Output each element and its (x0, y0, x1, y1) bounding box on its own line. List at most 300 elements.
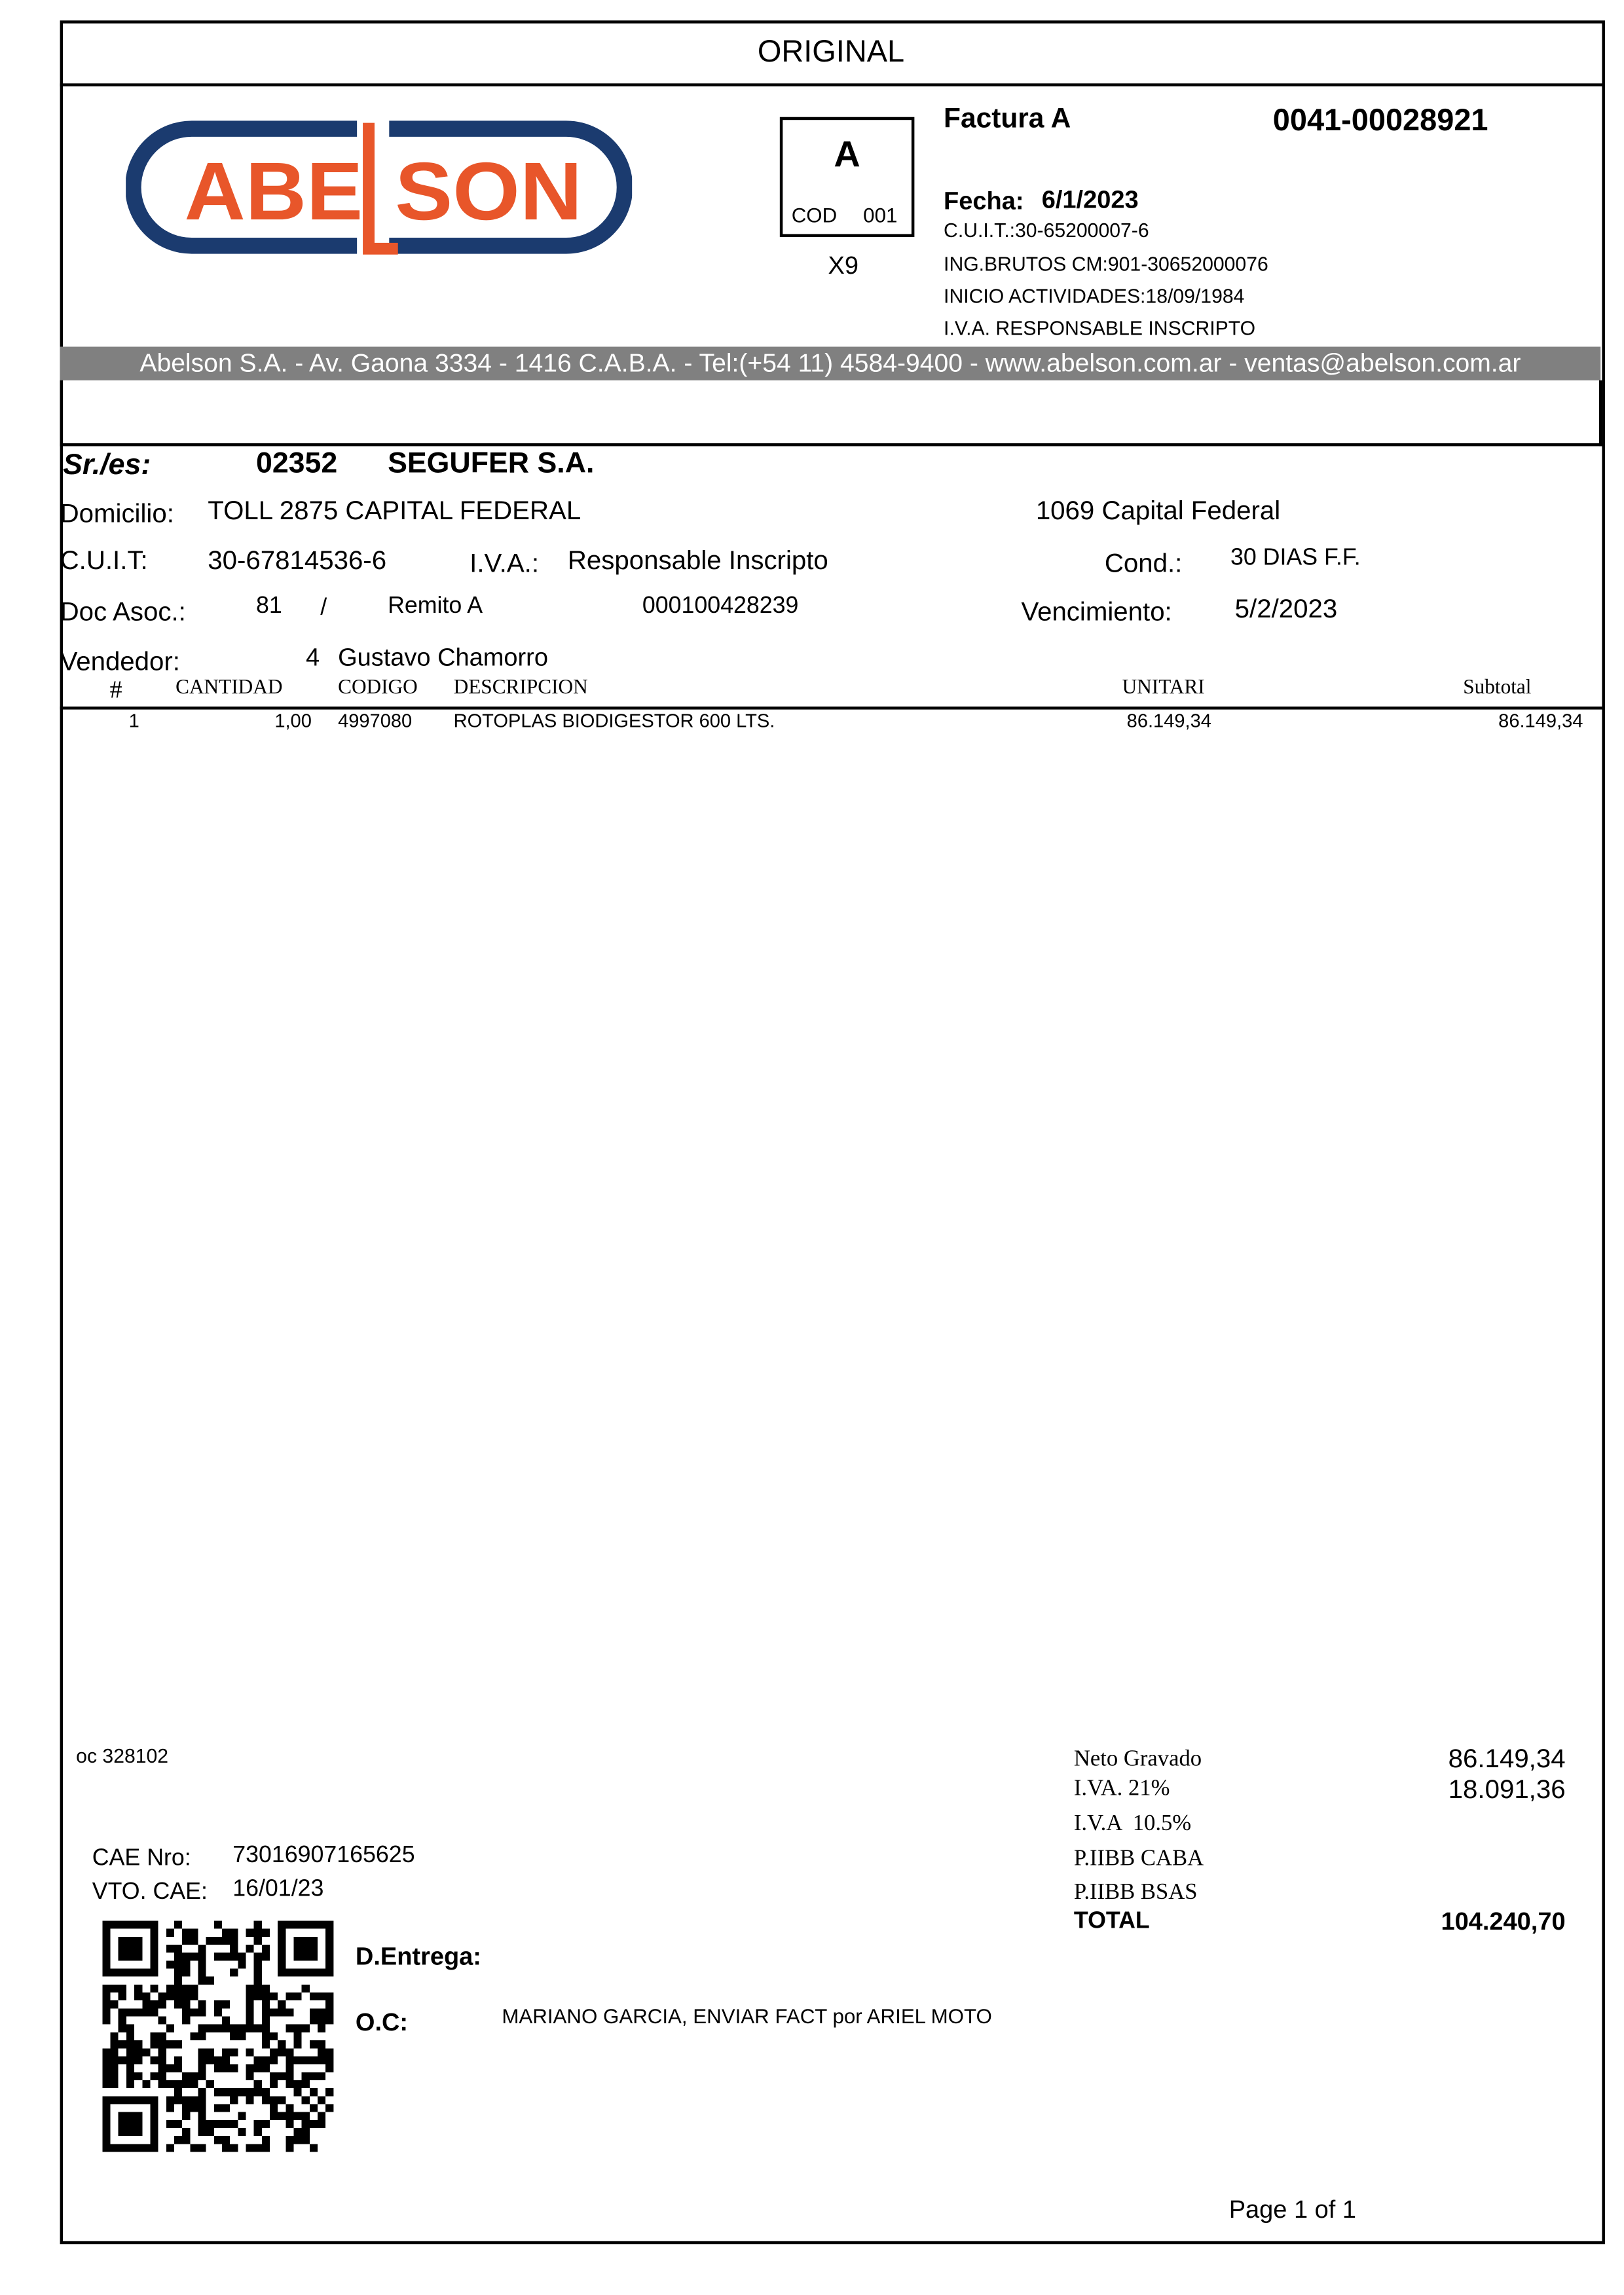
company-iva: I.V.A. RESPONSABLE INSCRIPTO (944, 317, 1256, 340)
qr-module (246, 1992, 253, 2000)
customer-name: SEGUFER S.A. (388, 447, 595, 480)
qr-module (302, 1985, 310, 1992)
qr-module (150, 2144, 158, 2152)
qr-module (310, 2040, 318, 2048)
qr-module (302, 1953, 310, 1960)
qr-module (190, 1992, 198, 2000)
qr-module (150, 2000, 158, 2008)
qr-module (102, 2048, 110, 2056)
qr-module (222, 2136, 230, 2144)
qr-module (294, 1945, 302, 1953)
qr-module (198, 1953, 206, 1960)
qr-module (174, 1969, 182, 1977)
qr-module (294, 2136, 302, 2144)
qr-module (119, 2025, 126, 2032)
qr-module (126, 1937, 134, 1945)
page-number: Page 1 of 1 (1228, 2195, 1357, 2224)
qr-module (134, 1937, 142, 1945)
neto-label: Neto Gravado (1073, 1746, 1202, 1772)
iibb-bsas-label: P.IIBB BSAS (1073, 1879, 1198, 1905)
qr-module (214, 2136, 222, 2144)
qr-module (230, 2025, 238, 2032)
qr-module (302, 2096, 310, 2104)
qr-module (230, 2032, 238, 2040)
domicilio-label: Domicilio: (60, 498, 174, 528)
qr-module (246, 2088, 253, 2096)
qr-module (325, 1929, 333, 1937)
oc-label: O.C: (355, 2008, 409, 2037)
qr-module (325, 1969, 333, 1977)
qr-module (102, 2017, 110, 2025)
qr-module (102, 2112, 110, 2120)
qr-module (150, 1937, 158, 1945)
qr-module (111, 2040, 119, 2048)
qr-module (238, 2025, 246, 2032)
qr-module (190, 2104, 198, 2112)
qr-module (182, 2072, 190, 2080)
col-header-codigo: CODIGO (338, 677, 418, 699)
qr-module (134, 2096, 142, 2104)
qr-module (111, 2072, 119, 2080)
qr-module (238, 2032, 246, 2040)
qr-module (102, 1969, 110, 1977)
total-value: 104.240,70 (1441, 1907, 1566, 1936)
qr-module (111, 2080, 119, 2088)
qr-module (119, 1969, 126, 1977)
qr-module (302, 1945, 310, 1953)
qr-module (102, 2065, 110, 2072)
qr-module (134, 2120, 142, 2128)
qr-module (182, 2080, 190, 2088)
qr-module (270, 1992, 278, 2000)
qr-module (102, 2144, 110, 2152)
qr-module (262, 2017, 270, 2025)
qr-module (270, 2008, 278, 2016)
qr-module (158, 1992, 166, 2000)
qr-module (119, 2096, 126, 2104)
qr-module (190, 2096, 198, 2104)
qr-module (102, 1960, 110, 1968)
qr-module (325, 2000, 333, 2008)
row-unitario: 86.149,34 (1126, 709, 1211, 732)
qr-module (318, 2120, 325, 2128)
qr-module (102, 1929, 110, 1937)
qr-module (278, 1945, 286, 1953)
qr-module (238, 2088, 246, 2096)
qr-module (278, 1921, 286, 1929)
qr-module (119, 1945, 126, 1953)
qr-module (134, 2040, 142, 2048)
qr-module (302, 1937, 310, 1945)
qr-module (166, 1929, 174, 1937)
qr-module (134, 1969, 142, 1977)
qr-module (150, 2096, 158, 2104)
oc-text: MARIANO GARCIA, ENVIAR FACT por ARIEL MOTO (502, 2004, 992, 2028)
qr-module (294, 1969, 302, 1977)
qr-module (134, 1945, 142, 1953)
qr-module (294, 2112, 302, 2120)
qr-module (270, 2048, 278, 2056)
qr-module (198, 2088, 206, 2096)
qr-module (278, 2048, 286, 2056)
vendedor-name: Gustavo Chamorro (338, 644, 548, 672)
qr-module (294, 2032, 302, 2040)
qr-module (111, 2056, 119, 2064)
qr-module (166, 1985, 174, 1992)
qr-module (111, 2048, 119, 2056)
qr-module (142, 1921, 150, 1929)
qr-module (190, 1985, 198, 1992)
qr-module (142, 1969, 150, 1977)
qr-module (119, 1985, 126, 1992)
qr-module (294, 2128, 302, 2136)
qr-module (325, 1945, 333, 1953)
qr-module (302, 2128, 310, 2136)
qr-module (174, 2096, 182, 2104)
qr-module (198, 2056, 206, 2064)
qr-module (119, 2128, 126, 2136)
qr-module (198, 1960, 206, 1968)
qr-module (262, 1953, 270, 1960)
iva105-label: I.V.A 10.5% (1073, 1810, 1192, 1836)
qr-module (230, 2088, 238, 2096)
qr-module (254, 1960, 262, 1968)
qr-module (246, 2017, 253, 2025)
qr-module (278, 2072, 286, 2080)
qr-module (262, 2065, 270, 2072)
qr-module (142, 2000, 150, 2008)
qr-module (222, 2104, 230, 2112)
qr-module (246, 2048, 253, 2056)
qr-module (318, 1969, 325, 1977)
qr-module (318, 2040, 325, 2048)
qr-module (111, 1921, 119, 1929)
qr-module (270, 2056, 278, 2064)
qr-module (190, 1929, 198, 1937)
qr-module (158, 2000, 166, 2008)
qr-module (111, 1985, 119, 1992)
row-cantidad: 1,00 (274, 709, 312, 732)
qr-module (294, 1953, 302, 1960)
qr-module (119, 2144, 126, 2152)
qr-module (111, 2065, 119, 2072)
qr-module (102, 2008, 110, 2016)
qr-module (214, 2104, 222, 2112)
qr-module (278, 2040, 286, 2048)
qr-module (286, 2112, 293, 2120)
qr-module (254, 2088, 262, 2096)
qr-module (325, 1960, 333, 1968)
qr-module (214, 2056, 222, 2064)
qr-module (166, 1992, 174, 2000)
qr-module (150, 1929, 158, 1937)
qr-module (126, 2128, 134, 2136)
qr-module (254, 1977, 262, 1985)
qr-module (262, 1929, 270, 1937)
qr-module (302, 2080, 310, 2088)
qr-module (111, 2096, 119, 2104)
qr-module (254, 1921, 262, 1929)
qr-module (134, 2048, 142, 2056)
qr-module (126, 2065, 134, 2072)
qr-module (198, 2128, 206, 2136)
qr-module (206, 2128, 214, 2136)
qr-module (158, 2048, 166, 2056)
qr-module (142, 2080, 150, 2088)
qr-module (134, 1921, 142, 1929)
qr-module (134, 2056, 142, 2064)
qr-module (246, 2000, 253, 2008)
col-header-subtotal: Subtotal (1463, 677, 1532, 699)
qr-module (198, 2008, 206, 2016)
qr-module (310, 2008, 318, 2016)
qr-module (294, 2080, 302, 2088)
qr-module (150, 1953, 158, 1960)
qr-module (310, 1921, 318, 1929)
qr-module (278, 2112, 286, 2120)
qr-module (198, 2000, 206, 2008)
qr-module (318, 2048, 325, 2056)
blank-box (60, 380, 1602, 447)
company-cuit: C.U.I.T.:30-65200007-6 (944, 219, 1149, 242)
qr-module (325, 1953, 333, 1960)
qr-module (119, 1921, 126, 1929)
invoice-type: Factura A (944, 103, 1071, 135)
iva21-label: I.VA. 21% (1073, 1776, 1170, 1801)
qr-module (262, 2144, 270, 2152)
qr-module (294, 1992, 302, 2000)
qr-module (182, 2017, 190, 2025)
localidad-value: 1069 Capital Federal (1035, 496, 1281, 526)
qr-module (206, 2056, 214, 2064)
qr-module (302, 2112, 310, 2120)
qr-module (166, 1945, 174, 1953)
abelson-logo (126, 117, 632, 266)
copy-label: ORIGINAL (757, 35, 905, 69)
qr-module (222, 1937, 230, 1945)
qr-module (310, 2120, 318, 2128)
qr-module (246, 1929, 253, 1937)
cond-value: 30 DIAS F.F. (1230, 545, 1361, 571)
qr-module (166, 2040, 174, 2048)
qr-module (150, 2040, 158, 2048)
qr-module (254, 2144, 262, 2152)
qr-module (126, 1945, 134, 1953)
qr-module (119, 2040, 126, 2048)
qr-module (246, 2144, 253, 2152)
qr-module (198, 1945, 206, 1953)
qr-module (302, 2136, 310, 2144)
qr-module (190, 2072, 198, 2080)
doc-asoc-ref: 000100428239 (642, 594, 799, 619)
qr-module (198, 2032, 206, 2040)
qr-module (270, 2072, 278, 2080)
qr-module (198, 2072, 206, 2080)
qr-module (230, 2065, 238, 2072)
qr-module (126, 2025, 134, 2032)
qr-module (318, 2056, 325, 2064)
qr-module (158, 2040, 166, 2048)
cod-label: COD (791, 203, 838, 227)
qr-module (134, 1953, 142, 1960)
qr-module (286, 2072, 293, 2080)
col-header-num: # (109, 676, 122, 704)
qr-module (214, 2065, 222, 2072)
qr-module (222, 1929, 230, 1937)
doc-asoc-number: 81 (255, 594, 282, 619)
qr-module (270, 2104, 278, 2112)
qr-module (270, 2112, 278, 2120)
qr-module (214, 2088, 222, 2096)
qr-module (102, 2096, 110, 2104)
company-inicio: INICIO ACTIVIDADES:18/09/1984 (944, 285, 1245, 308)
qr-module (198, 2144, 206, 2152)
svg-text:SON: SON (395, 145, 583, 238)
qr-module (325, 2017, 333, 2025)
qr-module (246, 2096, 253, 2104)
customer-label: Sr./es: (63, 449, 151, 482)
company-contact-band: Abelson S.A. - Av. Gaona 3334 - 1416 C.A.B.A. - Tel:(+54 11) 4584-9400 - www.abelson.com.ar - ventas@abelson.com.ar (60, 347, 1601, 380)
qr-module (150, 2032, 158, 2040)
qr-module (254, 2080, 262, 2088)
vencimiento-label: Vencimiento: (1021, 597, 1172, 627)
cae-label: CAE Nro: (92, 1846, 191, 1871)
qr-module (246, 2025, 253, 2032)
qr-module (230, 1937, 238, 1945)
qr-module (134, 2008, 142, 2016)
qr-module (318, 2072, 325, 2080)
qr-module (230, 1953, 238, 1960)
qr-module (214, 1937, 222, 1945)
qr-module (262, 2008, 270, 2016)
qr-module (111, 2000, 119, 2008)
qr-module (278, 2000, 286, 2008)
doc-asoc-type: Remito A (388, 594, 483, 619)
qr-module (102, 2128, 110, 2136)
invoice-letter: A (834, 134, 860, 176)
qr-module (182, 2008, 190, 2016)
qr-module (214, 1953, 222, 1960)
qr-module (102, 2120, 110, 2128)
qr-module (198, 2104, 206, 2112)
qr-module (119, 1937, 126, 1945)
company-ing-brutos: ING.BRUTOS CM:901-30652000076 (944, 253, 1268, 276)
qr-module (246, 2072, 253, 2080)
qr-module (238, 1953, 246, 1960)
qr-module (102, 1937, 110, 1945)
qr-module (230, 2048, 238, 2056)
qr-module (166, 2144, 174, 2152)
doc-asoc-separator: / (320, 595, 327, 621)
vto-cae-value: 16/01/23 (232, 1877, 324, 1902)
qr-module (278, 2096, 286, 2104)
qr-module (102, 2136, 110, 2144)
qr-module (254, 1985, 262, 1992)
qr-module (262, 2032, 270, 2040)
qr-module (166, 1960, 174, 1968)
qr-module (182, 1937, 190, 1945)
qr-module (190, 2008, 198, 2016)
qr-module (190, 2144, 198, 2152)
qr-module (102, 2072, 110, 2080)
qr-module (150, 1960, 158, 1968)
qr-module (174, 1945, 182, 1953)
qr-module (294, 1937, 302, 1945)
cond-label: Cond.: (1104, 548, 1183, 578)
qr-module (150, 1945, 158, 1953)
row-descripcion: ROTOPLAS BIODIGESTOR 600 LTS. (453, 709, 775, 732)
qr-module (190, 2032, 198, 2040)
qr-module (270, 2096, 278, 2104)
qr-module (174, 1960, 182, 1968)
qr-module (150, 1969, 158, 1977)
qr-module (302, 2120, 310, 2128)
qr-module (286, 1921, 293, 1929)
qr-module (230, 2144, 238, 2152)
qr-module (278, 1969, 286, 1977)
cuit-label: C.U.I.T: (60, 545, 148, 576)
row-codigo: 4997080 (338, 709, 413, 732)
vencimiento-value: 5/2/2023 (1234, 594, 1338, 623)
qr-module (262, 2088, 270, 2096)
qr-module (174, 2088, 182, 2096)
qr-module (190, 2080, 198, 2088)
qr-module (318, 1921, 325, 1929)
qr-module (142, 2008, 150, 2016)
qr-module (182, 1953, 190, 1960)
qr-module (111, 1969, 119, 1977)
col-header-cantidad: CANTIDAD (175, 677, 283, 699)
qr-module (222, 1953, 230, 1960)
qr-module (222, 2120, 230, 2128)
qr-module (254, 2128, 262, 2136)
qr-module (246, 2065, 253, 2072)
qr-module (198, 2112, 206, 2120)
total-label: TOTAL (1073, 1909, 1150, 1934)
qr-module (310, 2017, 318, 2025)
qr-module (310, 1953, 318, 1960)
qr-module (150, 2112, 158, 2120)
qr-module (126, 2056, 134, 2064)
qr-module (166, 2120, 174, 2128)
qr-module (182, 1985, 190, 1992)
qr-module (270, 2080, 278, 2088)
qr-module (325, 1921, 333, 1929)
qr-module (150, 2128, 158, 2136)
qr-module (302, 1969, 310, 1977)
qr-module (119, 2112, 126, 2120)
fecha-value: 6/1/2023 (1041, 185, 1139, 214)
qr-module (182, 2096, 190, 2104)
qr-module (142, 1992, 150, 2000)
qr-module (222, 2025, 230, 2032)
qr-module (222, 2017, 230, 2025)
invoice-number: 0041-00028921 (1272, 103, 1488, 138)
qr-module (294, 1921, 302, 1929)
qr-module (262, 1992, 270, 2000)
qr-module (190, 1937, 198, 1945)
qr-module (254, 2065, 262, 2072)
qr-module (119, 2008, 126, 2016)
qr-module (126, 1921, 134, 1929)
qr-module (198, 2048, 206, 2056)
qr-module (126, 2048, 134, 2056)
qr-module (310, 2104, 318, 2112)
qr-module (102, 2104, 110, 2112)
qr-module (111, 2144, 119, 2152)
qr-module (182, 1929, 190, 1937)
qr-module (325, 2065, 333, 2072)
